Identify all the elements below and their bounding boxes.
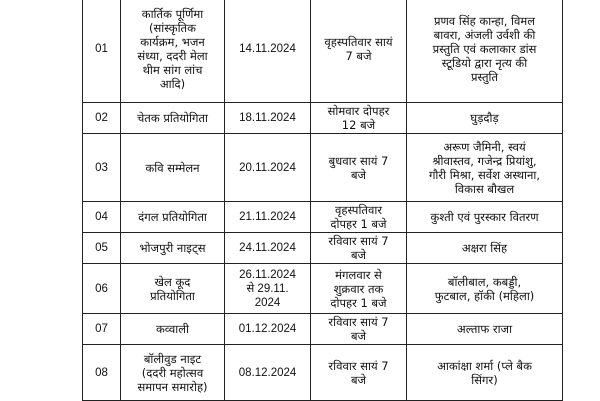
event-name: बॉलीवुड नाइट (ददरी महोत्सव समापन समारोह) xyxy=(121,345,225,401)
event-time: सोमवार दोपहर 12 बजे xyxy=(311,103,407,134)
event-details: अक्षरा सिंह xyxy=(407,233,563,264)
event-name: कव्वाली xyxy=(121,314,225,345)
table-row xyxy=(83,264,563,314)
table-row xyxy=(83,0,563,103)
event-date: 20.11.2024 xyxy=(225,134,311,202)
event-time: रविवार सायं 7 बजे xyxy=(311,314,407,345)
event-date: 26.11.2024 से 29.11. 2024 xyxy=(225,264,311,314)
event-date: 01.12.2024 xyxy=(225,314,311,345)
event-details: कुश्ती एवं पुरस्कार वितरण xyxy=(407,202,563,233)
table-row xyxy=(83,314,563,345)
table-row xyxy=(83,134,563,202)
table-row xyxy=(83,233,563,264)
event-name: भोजपुरी नाइट्स xyxy=(121,233,225,264)
serial-number: 02 xyxy=(83,103,121,134)
serial-number: 07 xyxy=(83,314,121,345)
event-name: चेतक प्रतियोगिता xyxy=(121,103,225,134)
event-time: वृहस्पतिवार दोपहर 1 बजे xyxy=(311,202,407,233)
event-time: रविवार सायं 7 बजे xyxy=(311,233,407,264)
event-date: 14.11.2024 xyxy=(225,0,311,103)
event-date: 24.11.2024 xyxy=(225,233,311,264)
serial-number: 05 xyxy=(83,233,121,264)
serial-number: 04 xyxy=(83,202,121,233)
event-name: दंगल प्रतियोगिता xyxy=(121,202,225,233)
event-name: कवि सम्मेलन xyxy=(121,134,225,202)
events-table xyxy=(82,0,563,401)
table-row xyxy=(83,202,563,233)
event-time: मंगलवार से शुक्रवार तक दोपहर 1 बजे xyxy=(311,264,407,314)
event-time: रविवार सायं 7 बजे xyxy=(311,345,407,401)
table-row xyxy=(83,103,563,134)
event-details: अरूण जैमिनी, स्वयं श्रीवास्तव, गजेन्द्र प्रियांशु, गौरी मिश्रा, सर्वेश अस्थाना, विकास बौखल xyxy=(407,134,563,202)
event-details: अल्ताफ राजा xyxy=(407,314,563,345)
event-date: 21.11.2024 xyxy=(225,202,311,233)
events-table-body xyxy=(83,0,563,401)
serial-number: 08 xyxy=(83,345,121,401)
serial-number: 03 xyxy=(83,134,121,202)
event-details: बॉलीबाल, कबड्डी, फुटबाल, हॉकी (महिला) xyxy=(407,264,563,314)
event-date: 18.11.2024 xyxy=(225,103,311,134)
serial-number: 01 xyxy=(83,0,121,103)
serial-number: 06 xyxy=(83,264,121,314)
event-details: प्रणव सिंह कान्हा, विमल बावरा, अंजली उर्वशी की प्रस्तुति एवं कलाकार डांस स्टूडियो द्वारा नृत्य की प्रस्तुति xyxy=(407,0,563,103)
event-date: 08.12.2024 xyxy=(225,345,311,401)
event-details: आकांक्षा शर्मा (प्ले बैक सिंगर) xyxy=(407,345,563,401)
event-name: कार्तिक पूर्णिमा (सांस्कृतिक कार्यक्रम, भजन संध्या, ददरी मेला थीम सांग लांच आदि) xyxy=(121,0,225,103)
event-name: खेल कूद प्रतियोगिता xyxy=(121,264,225,314)
table-row xyxy=(83,345,563,401)
event-time: बुधवार सायं 7 बजे xyxy=(311,134,407,202)
event-details: घुड़दौड़ xyxy=(407,103,563,134)
event-time: वृहस्पतिवार सायं 7 बजे xyxy=(311,0,407,103)
